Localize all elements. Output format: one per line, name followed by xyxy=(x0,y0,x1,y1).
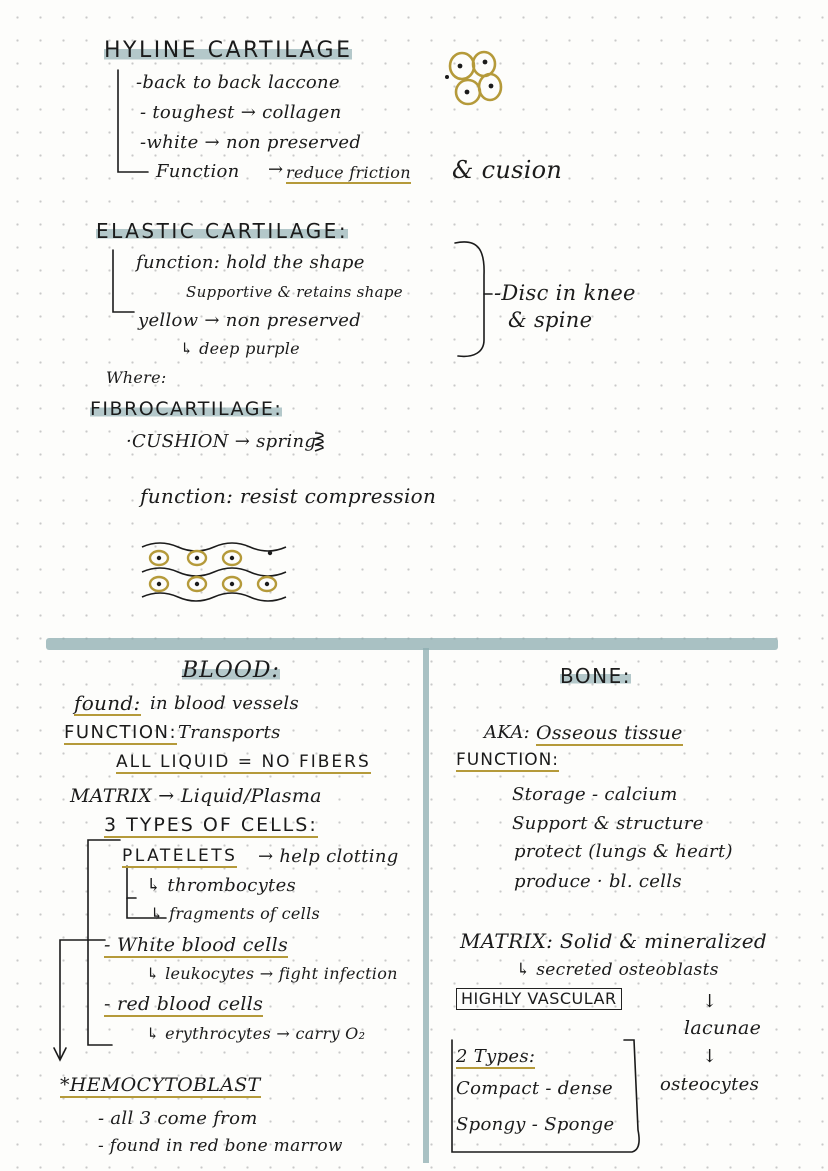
elastic-yellow-line: yellow → non preserved xyxy=(138,310,362,331)
bone-aka-value: Osseous tissue xyxy=(536,722,683,744)
hyaline-function-tail: & cusion xyxy=(452,156,563,184)
blood-matrix-line: MATRIX → Liquid/Plasma xyxy=(70,785,322,807)
bone-function-1: Storage - calcium xyxy=(512,784,678,805)
bone-function-3: protect (lungs & heart) xyxy=(514,841,733,862)
blood-title: BLOOD: xyxy=(182,658,280,683)
bone-arrow-2: ↓ xyxy=(702,1046,718,1067)
bone-types-title: 2 Types: xyxy=(456,1046,536,1067)
blood-fragments: ↳ fragments of cells xyxy=(150,904,321,923)
bone-aka-label: AKA: xyxy=(484,722,530,743)
blood-liquid-line: ALL LIQUID = NO FIBERS xyxy=(116,752,371,772)
hyaline-title: HYLINE CARTILAGE xyxy=(104,38,353,63)
blood-red-cells: - red blood cells xyxy=(104,993,264,1015)
bone-type-1: Compact - dense xyxy=(456,1078,613,1099)
blood-platelets: PLATELETS xyxy=(122,846,238,866)
fibro-cushion-line: ·CUSHION → spring xyxy=(126,431,317,452)
bone-arrow-1: ↓ xyxy=(702,991,718,1012)
hyaline-item-2: - toughest → collagen xyxy=(140,102,342,123)
bone-function-4: produce · bl. cells xyxy=(514,871,682,892)
bone-lacunae: lacunae xyxy=(684,1017,762,1039)
blood-leukocytes: ↳ leukocytes → fight infection xyxy=(146,964,398,983)
hyaline-function-value: reduce friction xyxy=(286,163,411,182)
bone-vascular-box: HIGHLY VASCULAR xyxy=(456,988,622,1010)
bone-matrix-line: MATRIX: Solid & mineralized xyxy=(460,929,767,953)
blood-hemocytoblast-1: - all 3 come from xyxy=(98,1108,258,1129)
fibro-function-line: function: resist compression xyxy=(140,484,437,508)
blood-erythrocytes: ↳ erythrocytes → carry O₂ xyxy=(146,1024,366,1043)
blood-white-cells: - White blood cells xyxy=(104,934,289,956)
bone-title: BONE: xyxy=(560,664,631,688)
elastic-purple-line: ↳ deep purple xyxy=(180,339,300,358)
fibro-title: FIBROCARTILAGE: xyxy=(90,398,283,420)
blood-hemocytoblast-title: *HEMOCYTOBLAST xyxy=(60,1074,261,1096)
hyaline-function-label: Function xyxy=(156,161,240,182)
bone-function-2: Support & structure xyxy=(512,813,704,834)
blood-platelets-note: → help clotting xyxy=(258,846,399,867)
elastic-function-line: function: hold the shape xyxy=(136,252,365,273)
elastic-title: ELASTIC CARTILAGE: xyxy=(96,219,349,243)
blood-thrombocytes: ↳ thrombocytes xyxy=(146,875,297,896)
hyaline-function-arrow: → xyxy=(268,159,284,180)
elastic-bracket-note-1: -Disc in knee xyxy=(494,281,636,305)
blood-hemocytoblast-2: - found in red bone marrow xyxy=(98,1136,343,1156)
hyaline-item-1: -back to back laccone xyxy=(136,72,340,93)
blood-types-line: 3 TYPES OF CELLS: xyxy=(104,814,318,836)
bone-osteocytes: osteocytes xyxy=(660,1074,760,1095)
blood-found-label: found: xyxy=(74,691,141,715)
elastic-where-label: Where: xyxy=(106,368,167,387)
bone-function-label: FUNCTION: xyxy=(456,750,560,770)
bone-secreted-line: ↳ secreted osteoblasts xyxy=(516,960,719,980)
bone-type-2: Spongy - Sponge xyxy=(456,1114,615,1135)
blood-function-label: FUNCTION: xyxy=(64,722,178,743)
elastic-bracket-note-2: & spine xyxy=(508,308,593,332)
hyaline-item-3: -white → non preserved xyxy=(140,132,362,153)
section-divider-horizontal xyxy=(46,638,778,650)
section-divider-vertical xyxy=(423,648,429,1163)
blood-function-value: Transports xyxy=(178,722,281,743)
elastic-support-line: Supportive & retains shape xyxy=(186,283,403,301)
blood-found-value: in blood vessels xyxy=(150,693,300,714)
